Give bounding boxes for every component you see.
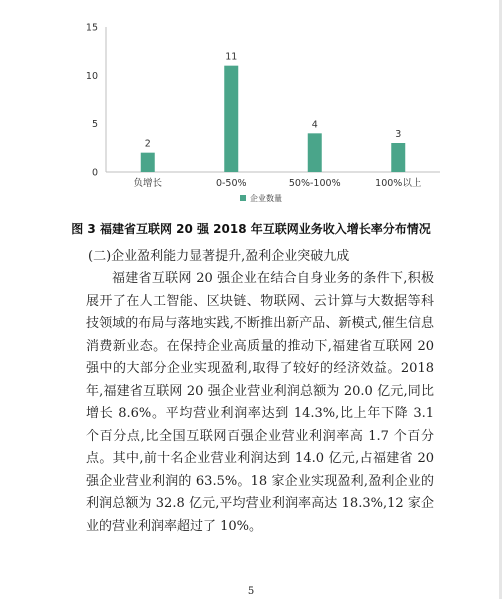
legend-swatch: [240, 195, 246, 201]
bar-value-label: 11: [225, 51, 238, 63]
bar: [308, 133, 322, 172]
bar: [141, 153, 155, 172]
page-number: 5: [247, 586, 255, 597]
y-tick-label: 5: [91, 119, 98, 131]
x-category-label: 100%以上: [375, 178, 422, 189]
section-heading: (二)企业盈利能力显著提升,盈利企业突破九成: [88, 249, 350, 264]
y-tick-label: 10: [85, 70, 98, 82]
bar-chart: [0, 0, 502, 215]
y-tick-label: 15: [85, 22, 98, 34]
bar: [224, 66, 238, 172]
x-category-label: 50%-100%: [288, 178, 341, 189]
figure-caption: 图 3 福建省互联网 20 强 2018 年互联网业务收入增长率分布情况: [71, 222, 431, 236]
bar: [391, 143, 405, 172]
legend-label: 企业数量: [250, 194, 282, 203]
body-paragraph: 福建省互联网 20 强企业在结合自身业务的条件下,积极展开了在人工智能、区块链、物联网、云计算与大数据等科技领域的布局与落地实践,不断推出新产品、新模式,催生信息消费新业态。在保持企业高质量的推动下,福建省互联网 20 强中的大部分企业实现盈利,取得了较好的经济效益。2018 年,福建省互联网 20 强企业营业利润总额为 20.0 亿元,同比增长 8.6%。平均营业利润率达到 14.3%,比上年下降 3.1 个百分点,比全国互联网百强企业营业利润率高 1.7 个百分点。其中,前十名企业营业利润达到 14.0 亿元,占福建省 20 强企业营业利润的 63.5%。18 家企业实现盈利,盈利企业的利润总额为 32.8 亿元,平均营业利润率高达 18.3%,12 家企业的营业利润率超过了 10%。: [86, 271, 434, 534]
x-category-label: 负增长: [133, 178, 163, 189]
bar-value-label: 3: [395, 129, 402, 140]
bar-value-label: 4: [311, 119, 318, 131]
x-category-label: 0-50%: [215, 178, 247, 189]
y-tick-label: 0: [91, 167, 98, 179]
bar-value-label: 2: [144, 138, 151, 150]
